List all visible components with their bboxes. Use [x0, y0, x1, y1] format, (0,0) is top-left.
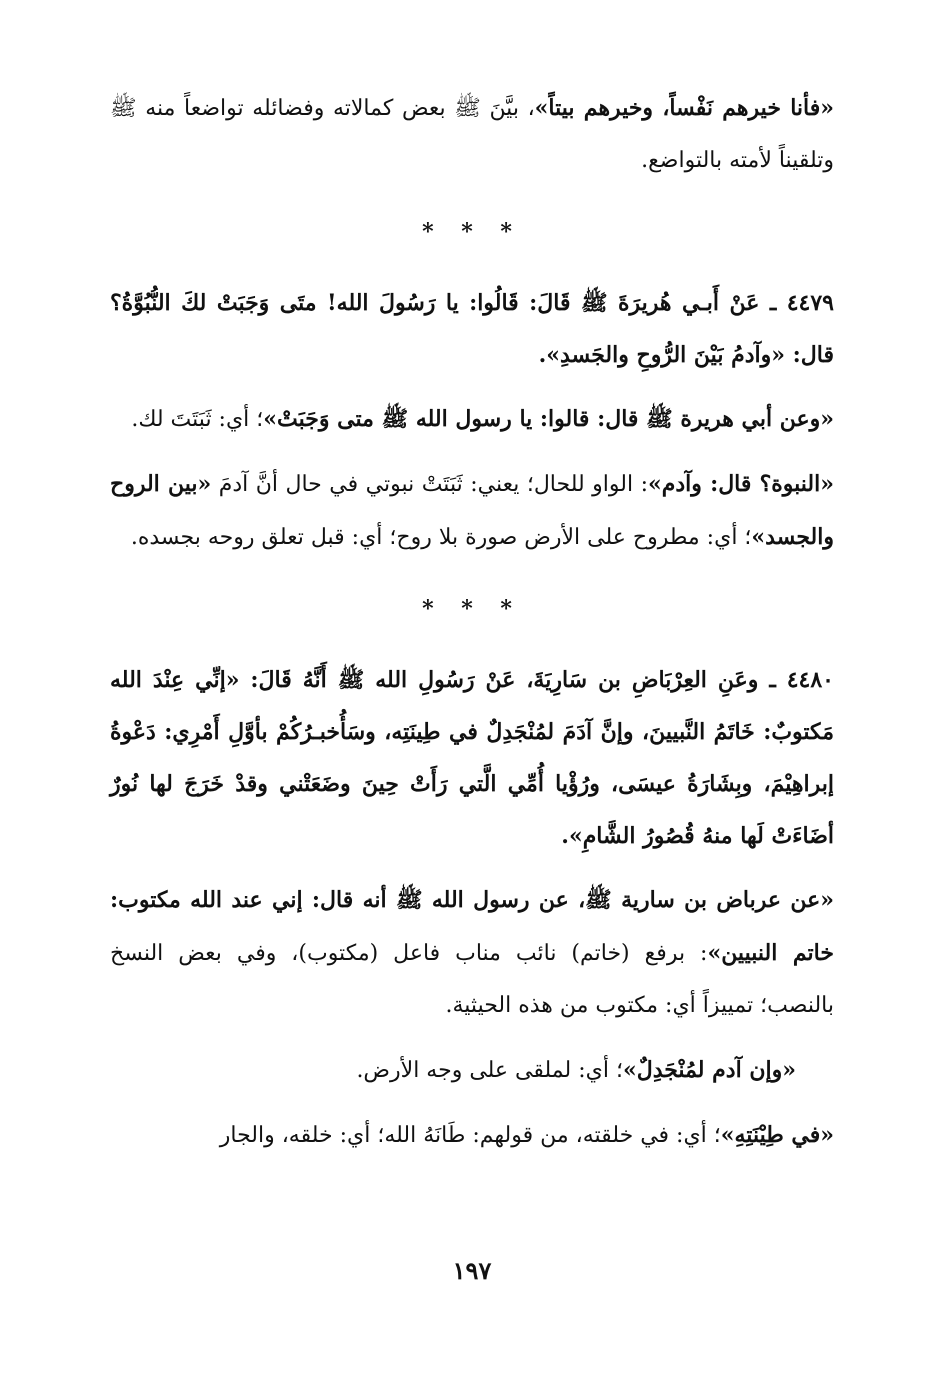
commentary-text: ؛ أي: في خلقته، من قولهم: طَانَهُ الله؛ أي: خلقه، والجار	[219, 1123, 721, 1148]
section-separator: * * *	[422, 219, 522, 245]
commentary-paragraph	[110, 393, 834, 446]
quoted-text: «بين الروح والجسد»	[110, 471, 834, 550]
page-number: ١٩٧	[452, 1256, 492, 1285]
quoted-text: ٤٤٧٩ ـ عَنْ أَبـي هُريرَةَ ﷺ قَالَ: قَالُوا: يا رَسُولَ الله! متَى وَجَبَتْ لكَ النُّبُوَّةُ؟ قال: «وآدمُ بَيْنَ الرُّوحِ والجَسدِ».	[110, 290, 834, 368]
quoted-text: «وإن آدم لمُنْجَدِلٌ»	[622, 1057, 796, 1083]
commentary-paragraph	[110, 458, 834, 564]
quoted-text: «وعن أبي هريرة ﷺ قال: قالوا: يا رسول الله ﷺ متى وَجَبَتْ»	[263, 406, 834, 432]
commentary-paragraph	[110, 1109, 834, 1162]
quoted-text: ٤٤٨٠ ـ وعَنِ العِرْبَاضِ بن سَارِيَةَ، عَنْ رَسُولِ الله ﷺ أَنَّهُ قَالَ: «إنِّي عِنْدَ الله مَكتوبٌ: خَاتَمُ النَّبيينَ، وإنَّ آدَمَ لمُنْجَدِلٌ في طِينَتِه، وسَأُخبـرُكُمْ بأوَّلِ أَمْرِي: دَعْوةُ إبراهِيْمَ، وبِشَارَةُ عيسَى، ورُؤْيا أُمِّي الَّتي رَأَتْ حِينَ وضَعَتْني وقدْ خَرَجَ لها نُورٌ أضَاءَتْ لَها منهُ قُصُورُ الشَّامِ».	[110, 667, 834, 849]
commentary-text: ؛ أي: ثَبَتَتَ لك.	[131, 407, 264, 432]
hadith-text	[110, 654, 834, 862]
commentary-paragraph	[110, 82, 834, 187]
quoted-text: «عن عرباض بن سارية ﷺ، عن رسول الله ﷺ أنه قال: إني عند الله مكتوب: خاتم النبيين»	[110, 887, 834, 966]
section-separator: * * *	[422, 596, 522, 622]
commentary-text: ، بيَّنَ ﷺ بعض كمالاته وفضائله تواضعاً منه ﷺ وتلقيناً لأمته بالتواضع.	[110, 96, 834, 173]
page-content	[110, 82, 834, 1162]
commentary-paragraph	[110, 874, 834, 1032]
hadith-text	[110, 277, 834, 381]
quoted-text: «فأنا خيرهم نَفْساً، وخيرهم بيتاً»	[534, 95, 834, 121]
commentary-text: : الواو للحال؛ يعني: ثَبَتَتْ نبوتي في حال أنَّ آدمَ	[211, 472, 649, 497]
commentary-text: ؛ أي: لملقى على وجه الأرض.	[356, 1058, 623, 1083]
quoted-text: «في طِيْنَتِهِ»	[720, 1122, 834, 1148]
commentary-paragraph	[110, 1044, 834, 1097]
quoted-text: «النبوة؟ قال: وآدم»	[648, 471, 834, 497]
commentary-text: ؛ أي: مطروح على الأرض صورة بلا روح؛ أي: قبل تعلق روحه بجسده.	[130, 525, 752, 550]
commentary-text: : برفع (خاتم) نائب مناب فاعل (مكتوب)، وفي بعض النسخ بالنصب؛ تمييزاً أي: مكتوب من هذه الحيثية.	[110, 941, 834, 1018]
